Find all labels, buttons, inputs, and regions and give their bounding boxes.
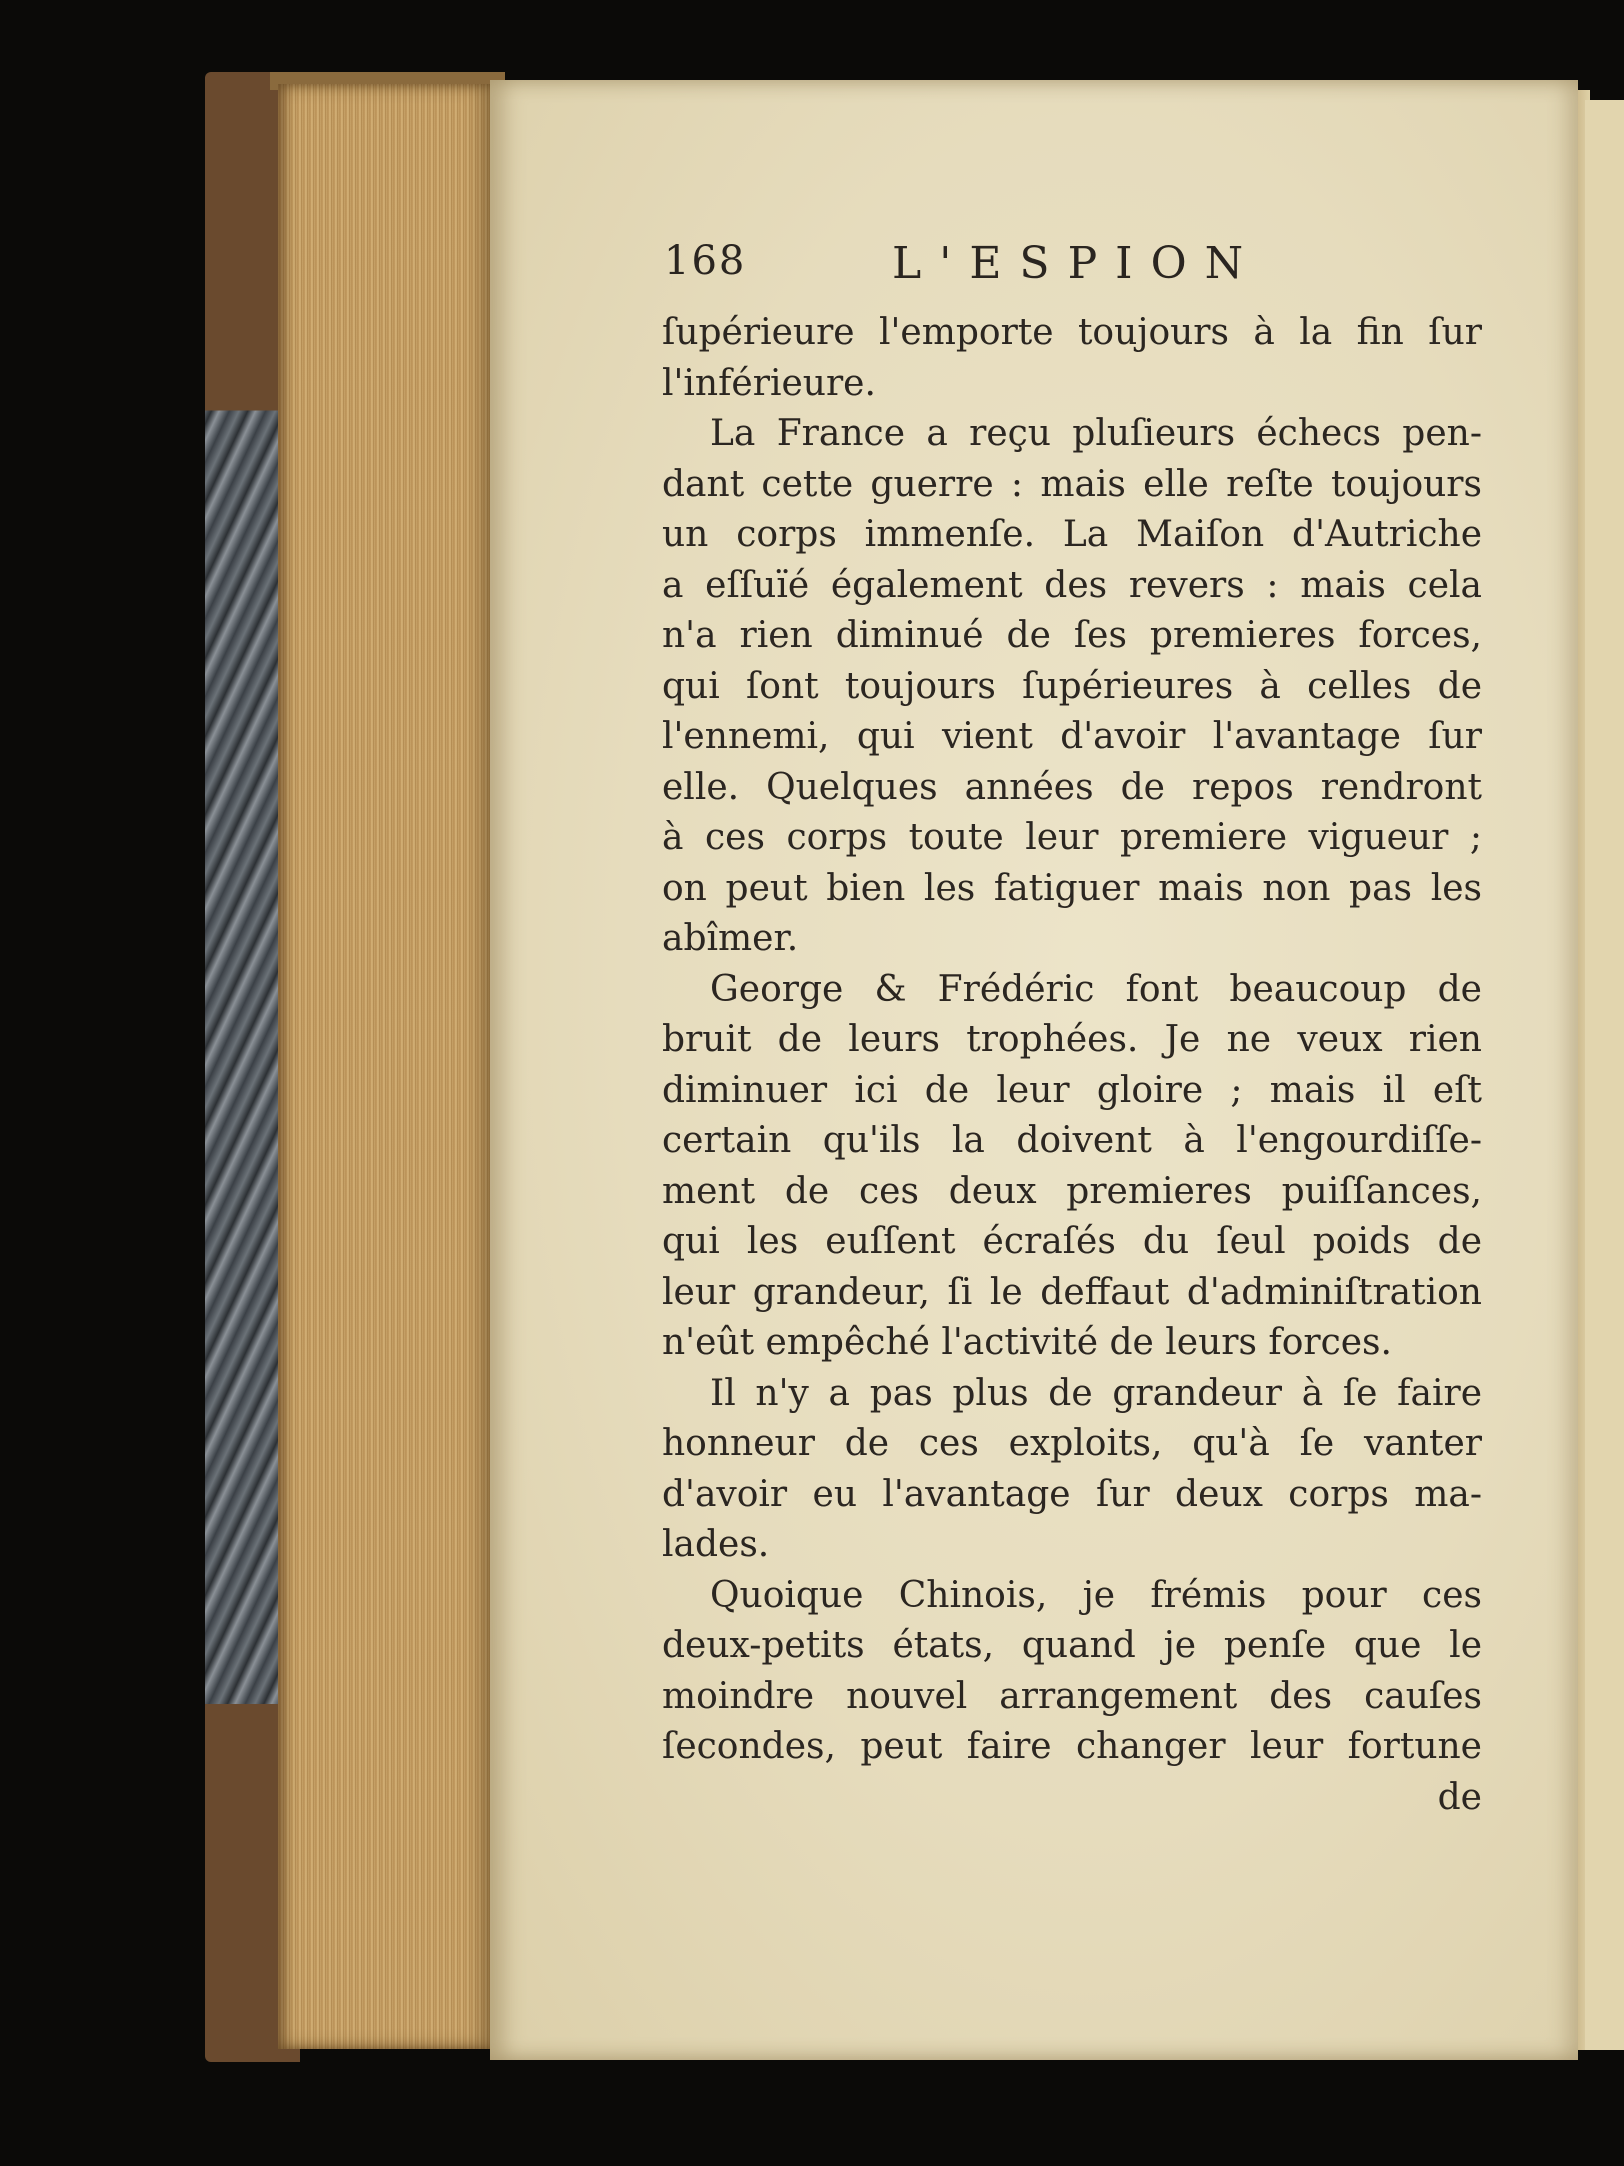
- text-line: ment de ces deux premieres puiſſances,: [662, 1170, 1482, 1212]
- text-line: bruit de leurs trophées. Je ne veux rien: [662, 1019, 1482, 1060]
- text-line: La France a reçu pluſieurs échecs pen-: [710, 413, 1482, 454]
- text-line: l'ennemi, qui vient d'avoir l'avantage ſur: [662, 716, 1482, 757]
- running-title: L'ESPION: [892, 238, 1262, 289]
- text-line: honneur de ces exploits, qu'à ſe vanter: [662, 1423, 1482, 1464]
- text-line: qui ſont toujours ſupérieures à celles de: [662, 665, 1482, 707]
- text-line: d'avoir eu l'avantage ſur deux corps ma-: [662, 1473, 1482, 1515]
- text-line: on peut bien les fatiguer mais non pas les: [662, 867, 1482, 909]
- page-fore-edge: [278, 84, 493, 2049]
- body-text: [662, 308, 1482, 1823]
- text-line: abîmer.: [662, 918, 799, 959]
- text-line: George & Frédéric font beaucoup de: [710, 968, 1482, 1010]
- facing-page-edge: [1585, 100, 1624, 2050]
- text-line: l'inférieure.: [662, 362, 876, 404]
- text-line: un corps immenſe. La Maiſon d'Autriche: [662, 514, 1482, 555]
- text-line: ſupérieure l'emporte toujours à la fin ſur: [662, 312, 1482, 353]
- text-line: a eſſuïé également des revers : mais cela: [662, 564, 1482, 606]
- text-line: elle. Quelques années de repos rendront: [662, 766, 1482, 808]
- text-line: qui les euſſent écraſés du ſeul poids de: [662, 1221, 1482, 1262]
- text-line: lades.: [662, 1524, 770, 1565]
- running-head: [664, 238, 1294, 298]
- text-line: Il n'y a pas plus de grandeur à ſe faire: [710, 1372, 1482, 1414]
- text-line: à ces corps toute leur premiere vigueur ;: [662, 817, 1482, 858]
- catchword: de: [1437, 1776, 1482, 1818]
- text-line: certain qu'ils la doivent à l'engourdiſſe-: [662, 1120, 1482, 1161]
- text-line: moindre nouvel arrangement des cauſes: [662, 1675, 1482, 1717]
- text-line: deux-petits états, quand je penſe que le: [662, 1625, 1482, 1666]
- text-line: leur grandeur, ſi le deffaut d'adminiſtration: [662, 1271, 1482, 1313]
- text-line: Quoique Chinois, je frémis pour ces: [710, 1574, 1482, 1616]
- text-line: n'a rien diminué de ſes premieres forces,: [662, 615, 1482, 656]
- text-line: ſecondes, peut faire changer leur fortune: [662, 1726, 1482, 1767]
- text-line: n'eût empêché l'activité de leurs forces.: [662, 1322, 1392, 1363]
- text-line: dant cette guerre : mais elle reſte toujours: [662, 463, 1482, 505]
- text-line: diminuer ici de leur gloire ; mais il eſt: [662, 1069, 1482, 1111]
- page-number: 168: [664, 238, 747, 284]
